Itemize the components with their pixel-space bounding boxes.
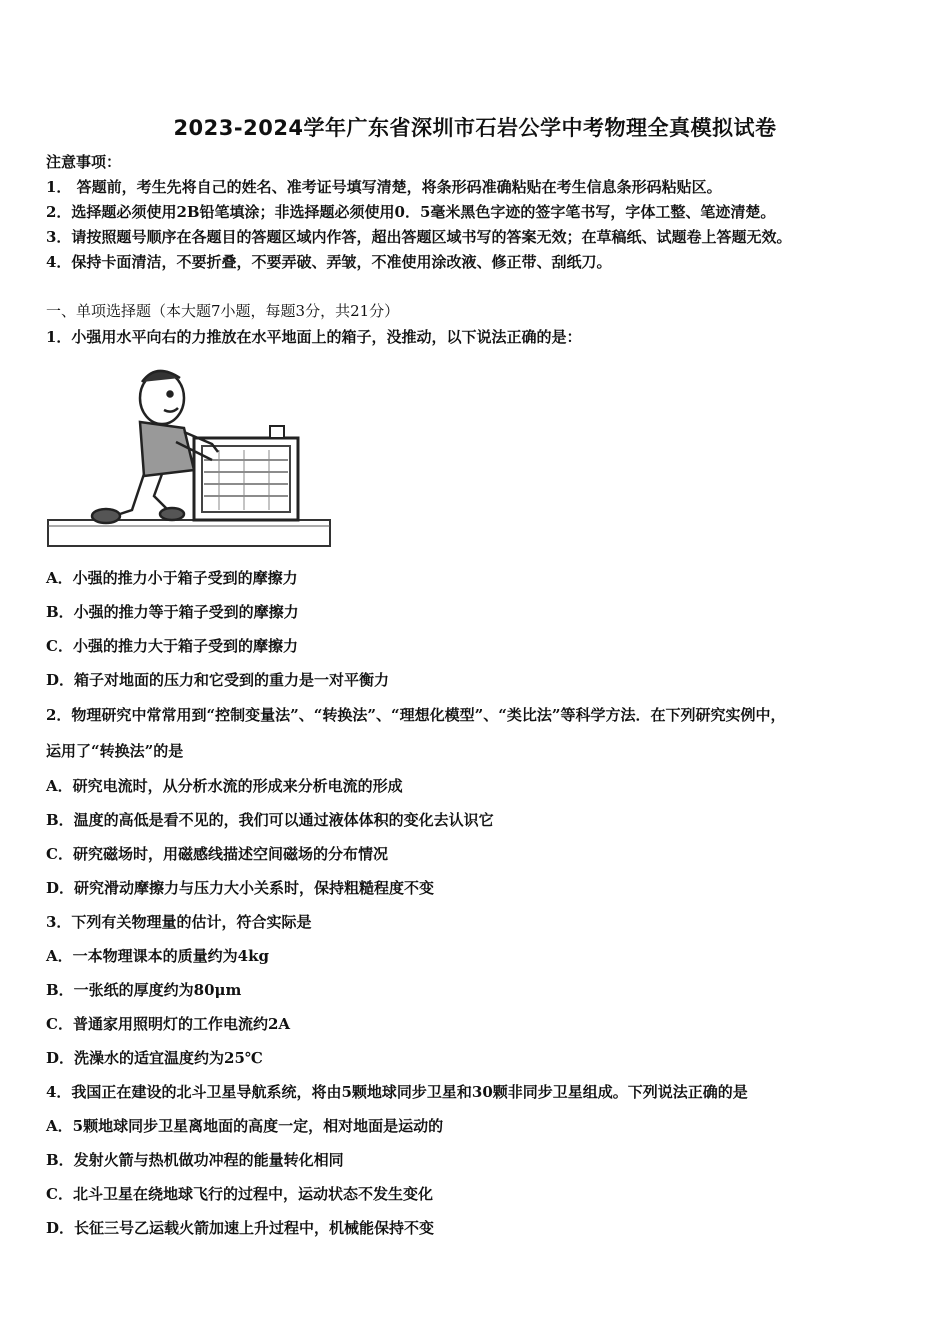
option: D．洗澡水的适宜温度约为25℃ — [46, 1049, 263, 1067]
notice-item: 3．请按照题号顺序在各题目的答题区域内作答，超出答题区域书写的答案无效；在草稿纸、试题卷上答题无效。 — [46, 228, 792, 246]
page-title: 2023-2024学年广东省深圳市石岩公学中考物理全真模拟试卷 — [173, 116, 777, 140]
option: B．小强的推力等于箱子受到的摩擦力 — [46, 603, 299, 621]
option: A．小强的推力小于箱子受到的摩擦力 — [46, 569, 298, 587]
question-stem: 2．物理研究中常常用到“控制变量法”、“转换法”、“理想化模型”、“类比法”等科学方法．在下列研究实例中， — [46, 706, 786, 724]
question-stem-continued: 运用了“转换法”的是 — [46, 742, 184, 760]
option: D．箱子对地面的压力和它受到的重力是一对平衡力 — [46, 671, 390, 689]
question-stem: 4．我国正在建设的北斗卫星导航系统，将由5颗地球同步卫星和30颗非同步卫星组成。下列说法正确的是 — [46, 1083, 748, 1101]
notice-item: 4．保持卡面清洁，不要折叠，不要弄破、弄皱，不准使用涂改液、修正带、刮纸刀。 — [46, 253, 612, 271]
option: C．小强的推力大于箱子受到的摩擦力 — [46, 637, 298, 655]
boy-pushing-box-illustration — [44, 360, 334, 552]
option: B．一张纸的厚度约为80μm — [46, 981, 242, 999]
section-heading: 一、单项选择题（本大题7小题，每题3分，共21分） — [46, 302, 400, 320]
notice-item: 1． 答题前，考生先将自己的姓名、准考证号填写清楚，将条形码准确粘贴在考生信息条形码粘贴区。 — [46, 178, 722, 196]
option: C．普通家用照明灯的工作电流约2A — [46, 1015, 291, 1033]
box — [194, 426, 298, 520]
option: D．长征三号乙运载火箭加速上升过程中，机械能保持不变 — [46, 1219, 435, 1237]
question-stem: 1．小强用水平向右的力推放在水平地面上的箱子，没推动，以下说法正确的是： — [46, 328, 582, 346]
notice-item: 2．选择题必须使用2B铅笔填涂；非选择题必须使用0．5毫米黑色字迹的签字笔书写，字体工整、笔迹清楚。 — [46, 203, 776, 221]
option: A．一本物理课本的质量约为4kg — [46, 947, 269, 965]
option: C．北斗卫星在绕地球飞行的过程中，运动状态不发生变化 — [46, 1185, 433, 1203]
notice-heading: 注意事项： — [46, 153, 122, 171]
option: B．发射火箭与热机做功冲程的能量转化相同 — [46, 1151, 344, 1169]
option: A．研究电流时，从分析水流的形成来分析电流的形成 — [46, 777, 403, 795]
option: B．温度的高低是看不见的，我们可以通过液体体积的变化去认识它 — [46, 811, 494, 829]
ground — [48, 520, 330, 546]
option: D．研究滑动摩擦力与压力大小关系时，保持粗糙程度不变 — [46, 879, 435, 897]
option: C．研究磁场时，用磁感线描述空间磁场的分布情况 — [46, 845, 388, 863]
option: A．5颗地球同步卫星离地面的高度一定，相对地面是运动的 — [46, 1117, 444, 1135]
question-stem: 3．下列有关物理量的估计，符合实际是 — [46, 913, 312, 931]
